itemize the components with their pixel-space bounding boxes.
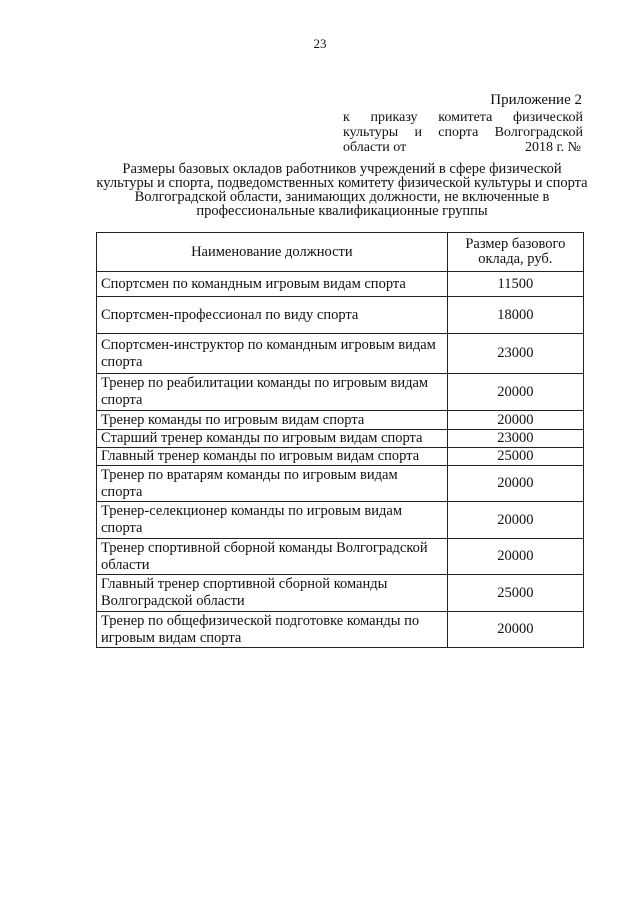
table-row xyxy=(97,612,584,648)
cell-salary: 25000 xyxy=(447,448,583,466)
cell-salary: 18000 xyxy=(447,297,583,334)
cell-position: Тренер по вратарям команды по игровым видам спорта xyxy=(97,466,448,502)
table-row xyxy=(97,411,584,430)
cell-position: Тренер команды по игровым видам спорта xyxy=(97,411,448,430)
cell-position: Спортсмен-инструктор по командным игровым видам спорта xyxy=(97,334,448,374)
appendix-ref-line-1: к приказу комитета физической xyxy=(343,110,583,125)
table-row xyxy=(97,502,584,539)
cell-salary: 20000 xyxy=(447,374,583,411)
cell-position: Тренер по реабилитации команды по игровым видам спорта xyxy=(97,374,448,411)
header-position: Наименование должности xyxy=(97,233,448,272)
cell-salary: 11500 xyxy=(447,272,583,297)
table-header-row xyxy=(97,233,584,272)
cell-salary: 20000 xyxy=(447,502,583,539)
appendix-ref-date-label: области от xyxy=(343,140,407,155)
cell-position: Тренер спортивной сборной команды Волгоградской области xyxy=(97,539,448,575)
table-row xyxy=(97,430,584,448)
appendix-title: Приложение 2 xyxy=(490,92,582,108)
appendix-ref-line-3 xyxy=(343,140,583,155)
table-row xyxy=(97,272,584,297)
cell-salary: 23000 xyxy=(447,334,583,374)
table-row xyxy=(97,334,584,374)
document-heading: Размеры базовых окладов работников учреждений в сфере физической культуры и спорта, подведомственных комитету физической культуры и спорта Волгоградской области, занимающих должности, не включенные в профессиональные квалификационные группы xyxy=(96,161,588,219)
cell-salary: 23000 xyxy=(447,430,583,448)
cell-position: Спортсмен по командным игровым видам спорта xyxy=(97,272,448,297)
appendix-reference xyxy=(343,110,583,155)
cell-salary: 20000 xyxy=(447,612,583,648)
cell-salary: 20000 xyxy=(447,539,583,575)
page-number: 23 xyxy=(313,36,327,51)
header-salary: Размер базового оклада, руб. xyxy=(447,233,583,272)
cell-position: Главный тренер спортивной сборной команды Волгоградской области xyxy=(97,575,448,612)
cell-position: Старший тренер команды по игровым видам спорта xyxy=(97,430,448,448)
table-row xyxy=(97,539,584,575)
salary-table xyxy=(96,232,584,648)
cell-position: Тренер по общефизической подготовке команды по игровым видам спорта xyxy=(97,612,448,648)
cell-position: Главный тренер команды по игровым видам спорта xyxy=(97,448,448,466)
cell-position: Тренер-селекционер команды по игровым видам спорта xyxy=(97,502,448,539)
table-row xyxy=(97,448,584,466)
appendix-ref-number-label: 2018 г. № xyxy=(524,140,581,155)
cell-salary: 20000 xyxy=(447,466,583,502)
table-row xyxy=(97,374,584,411)
cell-position: Спортсмен-профессионал по виду спорта xyxy=(97,297,448,334)
table-row xyxy=(97,575,584,612)
cell-salary: 20000 xyxy=(447,411,583,430)
table-row xyxy=(97,297,584,334)
appendix-ref-line-2: культуры и спорта Волгоградской xyxy=(343,125,583,140)
table-row xyxy=(97,466,584,502)
cell-salary: 25000 xyxy=(447,575,583,612)
